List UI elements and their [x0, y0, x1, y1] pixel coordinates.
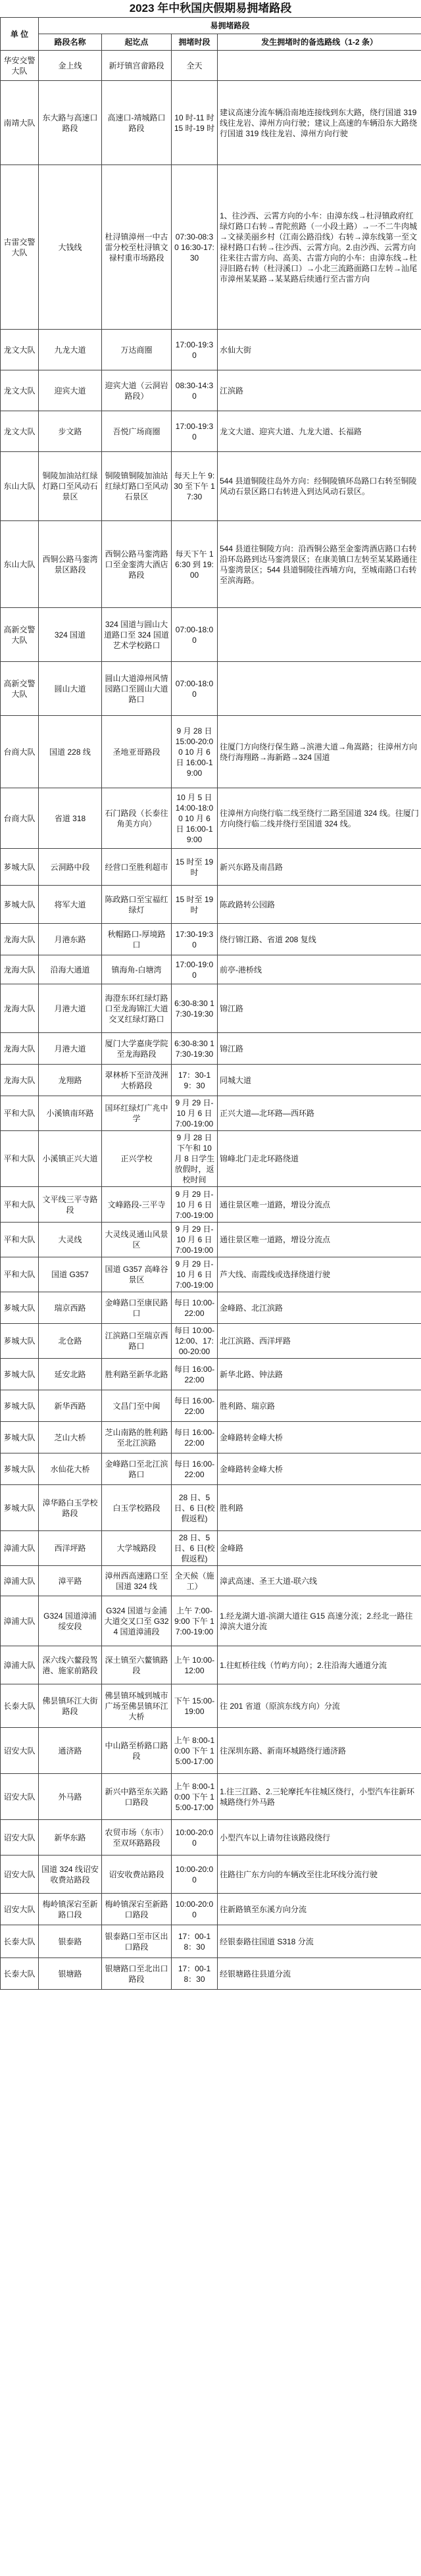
- cell-alt: [218, 662, 421, 716]
- cell-road: 圆山大道: [39, 662, 102, 716]
- cell-road: 小溪镇正兴大道: [39, 1131, 102, 1187]
- document-title: 2023 年中秋国庆假期易拥堵路段: [129, 2, 292, 14]
- cell-start: 芝山南路的胜利路至北江滨路: [102, 1422, 172, 1453]
- cell-alt: [218, 608, 421, 662]
- cell-alt: 往路往广东方向的车辆改至往北环线分流行驶: [218, 1856, 421, 1894]
- cell-alt: 前亭-港桥线: [218, 955, 421, 984]
- cell-unit: 长泰大队: [1, 1684, 39, 1728]
- cell-time: 下午 15:00-19:00: [172, 1684, 218, 1728]
- table-row: [1, 1187, 421, 1223]
- cell-unit: 龙文大队: [1, 330, 39, 370]
- cell-alt: 1.往三江路、2.三轮摩托车往城区绕行，小型汽车往新环城路绕行外马路: [218, 1774, 421, 1820]
- cell-time: 每天下午 16:30 到 19:00: [172, 521, 218, 608]
- cell-time: 全天候（施工）: [172, 1566, 218, 1596]
- cell-time: 每日 16:00-22:00: [172, 1422, 218, 1453]
- cell-alt: 新华北路、钟法路: [218, 1359, 421, 1390]
- cell-unit: 芗城大队: [1, 1359, 39, 1390]
- cell-road: 国道 324 线诏安收费站路段: [39, 1856, 102, 1894]
- cell-time: 每日 10:00-12:00、17:00-20:00: [172, 1324, 218, 1359]
- cell-start: 大灵线灵通山风景区: [102, 1223, 172, 1257]
- table-row: [1, 1728, 421, 1774]
- cell-alt: 1、往沙西、云霄方向的小车：由漳东线→杜浔镇政府红绿灯路口右转→青陀煎路（一小段土路）→一不二牛肉城→文禄美丽乡村（江南公路沿线）右转→漳东线第一至文禄村路口右转→往沙西、云霄方向。2.由沙西、云霄方向往来往古雷方向、高美、古雷方向的小车：由漳东线→杜浔旧路右转（杜浔溪口）→小北三流路面路口左转→汕尾市漳州某某路→某某路后续通行至古雷方向: [218, 165, 421, 330]
- cell-start: 正兴学校: [102, 1131, 172, 1187]
- table-row: [1, 51, 421, 81]
- cell-time: 上午 8:00-10:00 下午 15:00-17:00: [172, 1774, 218, 1820]
- table-row: [1, 662, 421, 716]
- cell-start: 文峰路段-三平寺: [102, 1187, 172, 1223]
- cell-time: 10:00-20:00: [172, 1820, 218, 1856]
- cell-start: 秋帽路口-厚境路口: [102, 924, 172, 955]
- col-header-group: 易拥堵路段: [39, 18, 421, 34]
- cell-alt: 544 县道铜陵往岛外方向：经铜陵镇环岛路口右转至铜陵风动石景区路口右转进入到达风动石景区。: [218, 452, 421, 521]
- cell-unit: 芗城大队: [1, 1422, 39, 1453]
- table-row: [1, 1390, 421, 1422]
- cell-time: 17:30-19:30: [172, 924, 218, 955]
- cell-unit: 漳浦大队: [1, 1596, 39, 1646]
- cell-time: 17:00-19:30: [172, 411, 218, 452]
- cell-road: 深六线六鳌段驾港、施家前路段: [39, 1646, 102, 1684]
- cell-alt: 经银塘路往县道分流: [218, 1958, 421, 1990]
- table-body: [1, 51, 421, 1990]
- table-row: [1, 984, 421, 1033]
- cell-time: 08:30-14:30: [172, 370, 218, 411]
- cell-road: 将军大道: [39, 886, 102, 924]
- cell-unit: 龙海大队: [1, 984, 39, 1033]
- table-row: [1, 1257, 421, 1292]
- cell-unit: 漳浦大队: [1, 1646, 39, 1684]
- table-row: [1, 1566, 421, 1596]
- table-row: [1, 1422, 421, 1453]
- table-row: [1, 521, 421, 608]
- cell-alt: 小型汽车以上请勿往该路段绕行: [218, 1820, 421, 1856]
- cell-road: 延安北路: [39, 1359, 102, 1390]
- cell-start: 农贸市场（东市）至双环路路段: [102, 1820, 172, 1856]
- table-row: [1, 1774, 421, 1820]
- cell-time: 10:00-20:00: [172, 1856, 218, 1894]
- table-row: [1, 330, 421, 370]
- cell-start: 银塘路口至北出口路段: [102, 1958, 172, 1990]
- table-row: [1, 1925, 421, 1958]
- cell-start: 吾悦广场商圈: [102, 411, 172, 452]
- cell-unit: 诏安大队: [1, 1728, 39, 1774]
- cell-time: 17:00-19:00: [172, 955, 218, 984]
- cell-start: 石门路段（长泰往角美方向）: [102, 788, 172, 849]
- cell-alt: 陈政路转公园路: [218, 886, 421, 924]
- cell-alt: 金峰路转金峰大桥: [218, 1422, 421, 1453]
- cell-alt: 金峰路: [218, 1531, 421, 1566]
- cell-alt: 金峰路、北江滨路: [218, 1292, 421, 1324]
- header-row-2: [1, 34, 421, 51]
- cell-unit: 台商大队: [1, 788, 39, 849]
- cell-road: 324 国道: [39, 608, 102, 662]
- cell-unit: 芗城大队: [1, 886, 39, 924]
- table-row: [1, 788, 421, 849]
- cell-unit: 龙文大队: [1, 411, 39, 452]
- cell-alt: 江滨路: [218, 370, 421, 411]
- table-row: [1, 849, 421, 886]
- col-header-road: 路段名称: [39, 34, 102, 51]
- cell-time: 每日 16:00-22:00: [172, 1359, 218, 1390]
- cell-alt: 锦江路: [218, 984, 421, 1033]
- cell-unit: 长泰大队: [1, 1925, 39, 1958]
- cell-unit: 古雷交警大队: [1, 165, 39, 330]
- cell-road: 国道 G357: [39, 1257, 102, 1292]
- cell-road: 西铜公路马銮湾景区路段: [39, 521, 102, 608]
- cell-time: 17:00-19:30: [172, 330, 218, 370]
- col-header-start: 起讫点: [102, 34, 172, 51]
- cell-road: 迎宾大道: [39, 370, 102, 411]
- table-row: [1, 716, 421, 788]
- cell-unit: 长泰大队: [1, 1958, 39, 1990]
- cell-alt: 胜利路: [218, 1485, 421, 1531]
- table-row: [1, 1596, 421, 1646]
- cell-alt: 正兴大道—北环路—西环路: [218, 1096, 421, 1131]
- cell-time: 9 月 28 日 15:00-20:00 10 月 6 日 16:00-19:00: [172, 716, 218, 788]
- cell-start: 镇海角-白塘湾: [102, 955, 172, 984]
- cell-start: 经营口至胜利超市: [102, 849, 172, 886]
- table-row: [1, 1894, 421, 1925]
- cell-unit: 高新交警大队: [1, 662, 39, 716]
- cell-unit: 漳浦大队: [1, 1531, 39, 1566]
- cell-road: 佛昙镇环江大街路段: [39, 1684, 102, 1728]
- cell-time: 07:00-18:00: [172, 608, 218, 662]
- cell-start: 西铜公路马銮湾路口至金銮湾大酒店路段: [102, 521, 172, 608]
- cell-road: 步文路: [39, 411, 102, 452]
- cell-time: 10 月 5 日 14:00-18:00 10 月 6 日 16:00-19:00: [172, 788, 218, 849]
- table-row: [1, 1453, 421, 1485]
- table-row: [1, 924, 421, 955]
- cell-alt: 漳武高速、圣王大道-联六线: [218, 1566, 421, 1596]
- cell-unit: 平和大队: [1, 1131, 39, 1187]
- cell-road: 新华西路: [39, 1390, 102, 1422]
- cell-unit: 龙海大队: [1, 924, 39, 955]
- cell-start: 国道 G357 高峰谷景区: [102, 1257, 172, 1292]
- cell-time: 15 时至 19 时: [172, 849, 218, 886]
- cell-road: 省道 318: [39, 788, 102, 849]
- cell-time: 28 日、5 日、6 日(校假返程): [172, 1485, 218, 1531]
- cell-road: 大灵线: [39, 1223, 102, 1257]
- table-row: [1, 1684, 421, 1728]
- cell-time: 每日 16:00-22:00: [172, 1390, 218, 1422]
- cell-time: 9 月 29 日-10 月 6 日 7:00-19:00: [172, 1257, 218, 1292]
- table-row: [1, 1292, 421, 1324]
- cell-time: 上午 7:00-9:00 下午 17:00-19:00: [172, 1596, 218, 1646]
- table-row: [1, 1096, 421, 1131]
- cell-time: 10:00-20:00: [172, 1894, 218, 1925]
- header-row-1: [1, 18, 421, 34]
- cell-unit: 华安交警大队: [1, 51, 39, 81]
- cell-start: 中山路至桥路口路段: [102, 1728, 172, 1774]
- cell-start: 大学城路段: [102, 1531, 172, 1566]
- cell-time: 每天上午 9:30 至下午 17:30: [172, 452, 218, 521]
- cell-road: 水仙花大桥: [39, 1453, 102, 1485]
- cell-unit: 龙海大队: [1, 1065, 39, 1096]
- table-row: [1, 1065, 421, 1096]
- col-header-unit: 单 位: [1, 18, 39, 51]
- table-row: [1, 608, 421, 662]
- cell-alt: 建议高速分流车辆沿南地连接线到东大路，绕行国道 319 线往龙岩、漳州方向行驶；建议上高速的车辆沿东大路绕行国道 319 线往龙岩、漳州方向行驶: [218, 81, 421, 165]
- cell-start: 324 国道与圆山大道路口至 324 国道艺术学校路口: [102, 608, 172, 662]
- cell-start: 新圩镇宫畲路段: [102, 51, 172, 81]
- cell-alt: 新兴东路及南昌路: [218, 849, 421, 886]
- cell-alt: 通往景区唯一道路，增设分流点: [218, 1223, 421, 1257]
- table-row: [1, 1359, 421, 1390]
- cell-alt: 同城大道: [218, 1065, 421, 1096]
- cell-unit: 芗城大队: [1, 1485, 39, 1531]
- cell-start: 江滨路口至瑞京西路口: [102, 1324, 172, 1359]
- cell-road: 东大路与高速口路段: [39, 81, 102, 165]
- cell-unit: 平和大队: [1, 1257, 39, 1292]
- cell-start: 海澄东环红绿灯路口至龙海锦江大道交叉红绿灯路口: [102, 984, 172, 1033]
- cell-alt: 往 201 省道（原滨东线方向）分流: [218, 1684, 421, 1728]
- cell-road: 瑞京西路: [39, 1292, 102, 1324]
- cell-unit: 芗城大队: [1, 849, 39, 886]
- cell-road: 梅岭镇深宕至新路口段: [39, 1894, 102, 1925]
- cell-road: 沿海大通道: [39, 955, 102, 984]
- cell-time: 17：00-18：30: [172, 1958, 218, 1990]
- cell-alt: 544 县道往铜陵方向：沿西铜公路至金銮湾酒店路口右转沿环岛路到达马銮湾景区；在康美镇口左转至某某路通往马銮湾景区；544 县道铜陵往西埔方向，至城南路口右转至滨海路。: [218, 521, 421, 608]
- table-row: [1, 81, 421, 165]
- cell-alt: [218, 51, 421, 81]
- cell-alt: 锦江路: [218, 1033, 421, 1065]
- cell-time: 07:30-08:30 16:30-17:30: [172, 165, 218, 330]
- table-row: [1, 1485, 421, 1531]
- cell-alt: 往漳州方向绕行临二线至绕行二路至国道 324 线。往厦门方向绕行临二线并绕行至国道 324 线。: [218, 788, 421, 849]
- cell-start: 金峰路口至北江滨路口: [102, 1453, 172, 1485]
- cell-unit: 东山大队: [1, 452, 39, 521]
- cell-start: 杜浔镇漳州一中古雷分校至杜浔镇文禄村重市场路段: [102, 165, 172, 330]
- cell-time: 07:00-18:00: [172, 662, 218, 716]
- cell-start: 迎宾大道（云洞岩路段）: [102, 370, 172, 411]
- cell-unit: 诏安大队: [1, 1894, 39, 1925]
- cell-time: 9 月 29 日-10 月 6 日 7:00-19:00: [172, 1223, 218, 1257]
- cell-alt: 锦峰北门走北环路绕道: [218, 1131, 421, 1187]
- cell-alt: 北江滨路、西洋坪路: [218, 1324, 421, 1359]
- cell-start: 圣地亚哥路段: [102, 716, 172, 788]
- cell-time: 28 日、5 日、6 日(校假返程): [172, 1531, 218, 1566]
- table-row: [1, 1033, 421, 1065]
- table-row: [1, 955, 421, 984]
- cell-unit: 诏安大队: [1, 1820, 39, 1856]
- cell-start: 万达商圈: [102, 330, 172, 370]
- cell-start: 陈政路口至宝福红绿灯: [102, 886, 172, 924]
- cell-unit: 诏安大队: [1, 1774, 39, 1820]
- cell-road: 银泰路: [39, 1925, 102, 1958]
- cell-road: 国道 228 线: [39, 716, 102, 788]
- cell-start: 国环红绿灯广兆中学: [102, 1096, 172, 1131]
- cell-unit: 芗城大队: [1, 1324, 39, 1359]
- cell-start: 翠林桥下至浒茂洲大桥路段: [102, 1065, 172, 1096]
- cell-time: 6:30-8:30 17:30-19:30: [172, 1033, 218, 1065]
- col-header-alt: 发生拥堵时的备选路线（1-2 条）: [218, 34, 421, 51]
- cell-time: 每日 10:00-22:00: [172, 1292, 218, 1324]
- cell-road: 九龙大道: [39, 330, 102, 370]
- table-row: [1, 1958, 421, 1990]
- cell-start: 铜陵镇铜陵加油站红绿灯路口至风动石景区: [102, 452, 172, 521]
- cell-unit: 芗城大队: [1, 1453, 39, 1485]
- cell-unit: 漳浦大队: [1, 1566, 39, 1596]
- table-row: [1, 370, 421, 411]
- cell-alt: 龙文大道、迎宾大道、九龙大道、长福路: [218, 411, 421, 452]
- cell-alt: 往新路镇至东溪方向分流: [218, 1894, 421, 1925]
- congestion-table: [0, 17, 421, 1990]
- cell-road: 龙翔路: [39, 1065, 102, 1096]
- table-row: [1, 1646, 421, 1684]
- cell-road: 西洋坪路: [39, 1531, 102, 1566]
- cell-time: 10 时-11 时 15 时-19 时: [172, 81, 218, 165]
- cell-road: 外马路: [39, 1774, 102, 1820]
- cell-unit: 东山大队: [1, 521, 39, 608]
- cell-alt: 绕行锦江路、省道 208 复线: [218, 924, 421, 955]
- cell-road: 通济路: [39, 1728, 102, 1774]
- cell-road: 漳华路白玉学校路段: [39, 1485, 102, 1531]
- cell-road: 文平线三平寺路段: [39, 1187, 102, 1223]
- cell-road: 新华东路: [39, 1820, 102, 1856]
- cell-unit: 平和大队: [1, 1223, 39, 1257]
- table-row: [1, 411, 421, 452]
- cell-road: 月港大道: [39, 1033, 102, 1065]
- cell-alt: 芦大线、南霞线或选择绕道行驶: [218, 1257, 421, 1292]
- cell-start: 漳州西高速路口至国道 324 线: [102, 1566, 172, 1596]
- cell-start: 梅岭镇深宕至新路口路段: [102, 1894, 172, 1925]
- cell-time: 6:30-8:30 17:30-19:30: [172, 984, 218, 1033]
- cell-unit: 龙海大队: [1, 955, 39, 984]
- cell-start: 文昌门至中闽: [102, 1390, 172, 1422]
- cell-start: 诏安收费站路段: [102, 1856, 172, 1894]
- cell-unit: 平和大队: [1, 1187, 39, 1223]
- cell-time: 上午 8:00-10:00 下午 15:00-17:00: [172, 1728, 218, 1774]
- cell-unit: 龙文大队: [1, 370, 39, 411]
- cell-start: 高速口-靖城路口路段: [102, 81, 172, 165]
- cell-unit: 台商大队: [1, 716, 39, 788]
- cell-time: 9 月 29 日-10 月 6 日 7:00-19:00: [172, 1187, 218, 1223]
- cell-start: 圆山大道漳州风情园路口至圆山大道路口: [102, 662, 172, 716]
- cell-time: 9 月 28 日下午和 10 月 8 日学生放假时，返校时间: [172, 1131, 218, 1187]
- cell-alt: 1.往虹桥往线（竹屿方向）；2.往沿海大通道分流: [218, 1646, 421, 1684]
- cell-alt: 往厦门方向绕行保生路→滨港大道→角嵩路；往漳州方向绕行海翔路→海新路→324 国道: [218, 716, 421, 788]
- table-row: [1, 1131, 421, 1187]
- cell-start: 银泰路口至市区出口路段: [102, 1925, 172, 1958]
- cell-start: 胜利路至新华北路: [102, 1359, 172, 1390]
- cell-start: 白玉学校路段: [102, 1485, 172, 1531]
- cell-unit: 芗城大队: [1, 1292, 39, 1324]
- cell-time: 全天: [172, 51, 218, 81]
- cell-start: 厦门大学嘉庚学院至龙海路段: [102, 1033, 172, 1065]
- cell-time: 17：00-18：30: [172, 1925, 218, 1958]
- cell-road: 月港大道: [39, 984, 102, 1033]
- cell-start: 佛昙镇环城到城市广场至佛昙镇环江大桥: [102, 1684, 172, 1728]
- cell-road: 漳平路: [39, 1566, 102, 1596]
- cell-road: 大钱线: [39, 165, 102, 330]
- cell-start: 深土镇至六鳌镇路段: [102, 1646, 172, 1684]
- cell-start: G324 国道与金浦大道交叉口至 G324 国道漳浦段: [102, 1596, 172, 1646]
- cell-time: 15 时至 19 时: [172, 886, 218, 924]
- col-header-time: 拥堵时段: [172, 34, 218, 51]
- cell-start: 金峰路口至康民路口: [102, 1292, 172, 1324]
- cell-unit: 龙海大队: [1, 1033, 39, 1065]
- cell-time: 9 月 29 日-10 月 6 日 7:00-19:00: [172, 1096, 218, 1131]
- cell-alt: 经银泰路往国道 S318 分流: [218, 1925, 421, 1958]
- cell-alt: 水仙大街: [218, 330, 421, 370]
- cell-road: 芝山大桥: [39, 1422, 102, 1453]
- cell-unit: 诏安大队: [1, 1856, 39, 1894]
- cell-road: G324 国道漳浦绥安段: [39, 1596, 102, 1646]
- cell-road: 北仓路: [39, 1324, 102, 1359]
- table-row: [1, 1856, 421, 1894]
- cell-road: 铜陵加油站红绿灯路口至风动石景区: [39, 452, 102, 521]
- cell-alt: 胜利路、瑞京路: [218, 1390, 421, 1422]
- cell-time: 17：30-19：30: [172, 1065, 218, 1096]
- cell-alt: 金峰路转金峰大桥: [218, 1453, 421, 1485]
- table-row: [1, 1531, 421, 1566]
- cell-time: 每日 16:00-22:00: [172, 1453, 218, 1485]
- cell-road: 月港东路: [39, 924, 102, 955]
- cell-road: 云洞路中段: [39, 849, 102, 886]
- cell-unit: 高新交警大队: [1, 608, 39, 662]
- cell-road: 小溪镇南环路: [39, 1096, 102, 1131]
- cell-unit: 南靖大队: [1, 81, 39, 165]
- cell-unit: 芗城大队: [1, 1390, 39, 1422]
- table-row: [1, 1223, 421, 1257]
- cell-unit: 平和大队: [1, 1096, 39, 1131]
- cell-alt: 1.经龙湖大道-滨湖大道往 G15 高速分流；2.经北一路往漳滨大道分流: [218, 1596, 421, 1646]
- cell-time: 上午 10:00-12:00: [172, 1646, 218, 1684]
- cell-road: 银塘路: [39, 1958, 102, 1990]
- table-row: [1, 1324, 421, 1359]
- cell-road: 金上线: [39, 51, 102, 81]
- cell-alt: 通往景区唯一道路，增设分流点: [218, 1187, 421, 1223]
- table-row: [1, 886, 421, 924]
- table-row: [1, 165, 421, 330]
- table-row: [1, 1820, 421, 1856]
- cell-start: 新兴中路至东关路口路段: [102, 1774, 172, 1820]
- cell-alt: 往深圳东路、新南环城路绕行通济路: [218, 1728, 421, 1774]
- table-row: [1, 452, 421, 521]
